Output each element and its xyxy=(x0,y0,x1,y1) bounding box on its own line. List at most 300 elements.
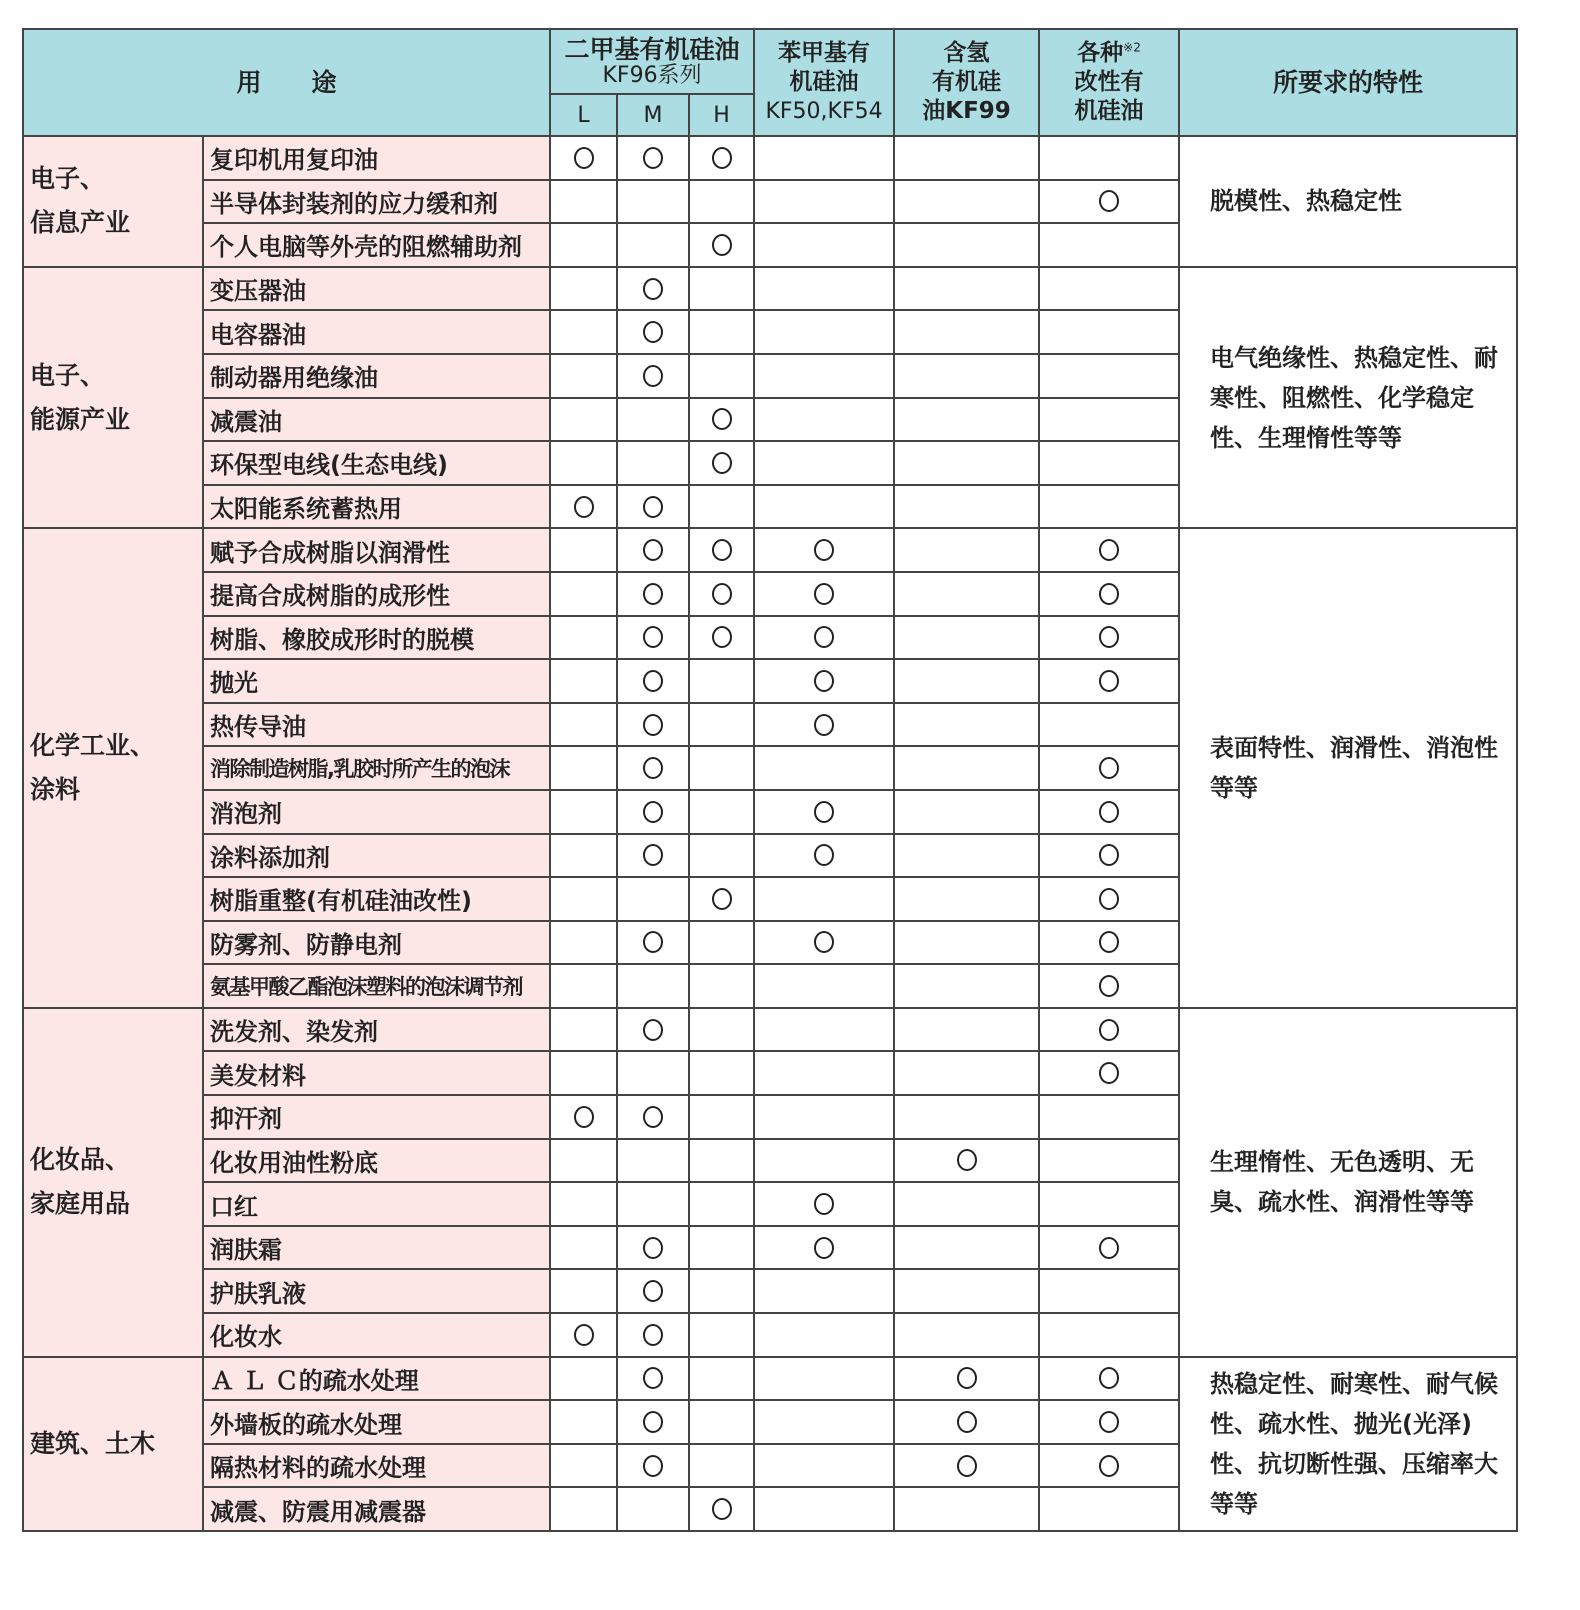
mark-cell-m xyxy=(617,616,689,660)
mark-cell-l xyxy=(550,441,617,485)
circle-mark-icon xyxy=(1099,1411,1119,1433)
usage-cell: 美发材料 xyxy=(203,1051,550,1095)
header-hydrogen-line3: 油KF99 xyxy=(922,98,1011,124)
silicone-oil-usage-table xyxy=(22,28,1518,1532)
circle-mark-icon xyxy=(643,1237,663,1259)
mark-cell-m xyxy=(617,921,689,965)
mark-cell-modified xyxy=(1039,528,1179,572)
mark-cell-m xyxy=(617,485,689,529)
mark-cell-modified xyxy=(1039,834,1179,878)
circle-mark-icon xyxy=(643,278,663,300)
usage-cell: 消泡剂 xyxy=(203,790,550,834)
usage-cell: 赋予合成树脂以润滑性 xyxy=(203,528,550,572)
mark-cell-modified xyxy=(1039,398,1179,442)
required-properties-cell: 脱模性、热稳定性 xyxy=(1179,136,1517,267)
mark-cell-hydrogen xyxy=(894,1095,1039,1139)
header-dimethyl-label: 二甲基有机硅油 xyxy=(564,35,740,64)
circle-mark-icon xyxy=(712,888,732,910)
mark-cell-l xyxy=(550,485,617,529)
mark-cell-hydrogen xyxy=(894,1313,1039,1357)
mark-cell-m xyxy=(617,528,689,572)
mark-cell-h xyxy=(689,921,754,965)
mark-cell-l xyxy=(550,1226,617,1270)
circle-mark-icon xyxy=(957,1455,977,1477)
mark-cell-phenyl xyxy=(754,180,894,224)
mark-cell-hydrogen xyxy=(894,964,1039,1008)
mark-cell-l xyxy=(550,310,617,354)
mark-cell-modified xyxy=(1039,1357,1179,1401)
circle-mark-icon xyxy=(1099,844,1119,866)
mark-cell-h xyxy=(689,1182,754,1226)
mark-cell-hydrogen xyxy=(894,659,1039,703)
circle-mark-icon xyxy=(643,1280,663,1302)
circle-mark-icon xyxy=(643,844,663,866)
mark-cell-h xyxy=(689,441,754,485)
circle-mark-icon xyxy=(574,147,594,169)
circle-mark-icon xyxy=(814,931,834,953)
header-modified-silicone xyxy=(1039,29,1179,136)
mark-cell-hydrogen xyxy=(894,1269,1039,1313)
usage-cell: 变压器油 xyxy=(203,267,550,311)
mark-cell-phenyl xyxy=(754,834,894,878)
mark-cell-m xyxy=(617,703,689,747)
mark-cell-l xyxy=(550,746,617,790)
usage-cell: 洗发剂、染发剂 xyxy=(203,1008,550,1052)
mark-cell-l xyxy=(550,1400,617,1444)
usage-cell: 外墙板的疏水处理 xyxy=(203,1400,550,1444)
mark-cell-hydrogen xyxy=(894,1226,1039,1270)
mark-cell-hydrogen xyxy=(894,441,1039,485)
circle-mark-icon xyxy=(712,626,732,648)
circle-mark-icon xyxy=(1099,931,1119,953)
usage-cell: 电容器油 xyxy=(203,310,550,354)
mark-cell-hydrogen xyxy=(894,180,1039,224)
mark-cell-l xyxy=(550,136,617,180)
header-hydrogen-silicone xyxy=(894,29,1039,136)
circle-mark-icon xyxy=(712,583,732,605)
mark-cell-hydrogen xyxy=(894,1008,1039,1052)
mark-cell-hydrogen xyxy=(894,1487,1039,1531)
mark-cell-phenyl xyxy=(754,616,894,660)
circle-mark-icon xyxy=(643,365,663,387)
header-modified-line1: 各种 xyxy=(1077,40,1124,66)
circle-mark-icon xyxy=(1099,888,1119,910)
mark-cell-modified xyxy=(1039,1182,1179,1226)
category-label-line1: 电子、 xyxy=(30,360,106,390)
usage-cell: 润肤霜 xyxy=(203,1226,550,1270)
mark-cell-modified xyxy=(1039,659,1179,703)
mark-cell-l xyxy=(550,223,617,267)
mark-cell-modified xyxy=(1039,921,1179,965)
circle-mark-icon xyxy=(814,626,834,648)
circle-mark-icon xyxy=(712,234,732,256)
circle-mark-icon xyxy=(814,1237,834,1259)
circle-mark-icon xyxy=(1099,1019,1119,1041)
category-label-line2: 能源产业 xyxy=(30,404,131,434)
mark-cell-h xyxy=(689,310,754,354)
circle-mark-icon xyxy=(643,714,663,736)
circle-mark-icon xyxy=(712,539,732,561)
mark-cell-h xyxy=(689,746,754,790)
mark-cell-hydrogen xyxy=(894,1357,1039,1401)
mark-cell-m xyxy=(617,1182,689,1226)
header-usage: 用 途 xyxy=(23,29,550,136)
mark-cell-phenyl xyxy=(754,790,894,834)
mark-cell-l xyxy=(550,180,617,224)
category-label-line1: 化学工业、 xyxy=(30,731,156,761)
category-cell xyxy=(23,1357,203,1531)
mark-cell-h xyxy=(689,1051,754,1095)
mark-cell-hydrogen xyxy=(894,877,1039,921)
category-cell xyxy=(23,1008,203,1357)
mark-cell-h xyxy=(689,354,754,398)
category-label-line2: 信息产业 xyxy=(30,208,131,238)
mark-cell-h xyxy=(689,1487,754,1531)
mark-cell-hydrogen xyxy=(894,136,1039,180)
mark-cell-modified xyxy=(1039,703,1179,747)
mark-cell-l xyxy=(550,1313,617,1357)
circle-mark-icon xyxy=(574,496,594,518)
circle-mark-icon xyxy=(712,452,732,474)
mark-cell-hydrogen xyxy=(894,310,1039,354)
circle-mark-icon xyxy=(712,1498,732,1520)
mark-cell-phenyl xyxy=(754,1051,894,1095)
mark-cell-h xyxy=(689,528,754,572)
category-label-line1: 建筑、土木 xyxy=(30,1428,156,1458)
usage-cell: 复印机用复印油 xyxy=(203,136,550,180)
mark-cell-m xyxy=(617,310,689,354)
mark-cell-h xyxy=(689,485,754,529)
circle-mark-icon xyxy=(643,1106,663,1128)
circle-mark-icon xyxy=(643,757,663,779)
circle-mark-icon xyxy=(957,1367,977,1389)
circle-mark-icon xyxy=(643,1324,663,1346)
circle-mark-icon xyxy=(1099,1367,1119,1389)
mark-cell-phenyl xyxy=(754,877,894,921)
mark-cell-l xyxy=(550,1139,617,1183)
mark-cell-h xyxy=(689,267,754,311)
header-phenyl-silicone xyxy=(754,29,894,136)
mark-cell-m xyxy=(617,441,689,485)
mark-cell-h xyxy=(689,877,754,921)
circle-mark-icon xyxy=(712,408,732,430)
usage-cell: 提高合成树脂的成形性 xyxy=(203,572,550,616)
mark-cell-hydrogen xyxy=(894,616,1039,660)
mark-cell-phenyl xyxy=(754,136,894,180)
mark-cell-l xyxy=(550,834,617,878)
mark-cell-modified xyxy=(1039,746,1179,790)
mark-cell-h xyxy=(689,223,754,267)
mark-cell-phenyl xyxy=(754,1226,894,1270)
mark-cell-m xyxy=(617,790,689,834)
mark-cell-h xyxy=(689,659,754,703)
mark-cell-l xyxy=(550,877,617,921)
mark-cell-phenyl xyxy=(754,398,894,442)
circle-mark-icon xyxy=(574,1324,594,1346)
mark-cell-l xyxy=(550,1095,617,1139)
mark-cell-phenyl xyxy=(754,223,894,267)
mark-cell-h xyxy=(689,1313,754,1357)
circle-mark-icon xyxy=(814,844,834,866)
mark-cell-modified xyxy=(1039,136,1179,180)
circle-mark-icon xyxy=(1099,975,1119,997)
usage-cell: 个人电脑等外壳的阻燃辅助剂 xyxy=(203,223,550,267)
mark-cell-modified xyxy=(1039,310,1179,354)
mark-cell-m xyxy=(617,1051,689,1095)
mark-cell-h xyxy=(689,1095,754,1139)
table-body xyxy=(23,136,1517,1531)
circle-mark-icon xyxy=(1099,1237,1119,1259)
mark-cell-modified xyxy=(1039,1269,1179,1313)
mark-cell-modified xyxy=(1039,572,1179,616)
circle-mark-icon xyxy=(1099,583,1119,605)
mark-cell-modified xyxy=(1039,485,1179,529)
mark-cell-m xyxy=(617,1400,689,1444)
category-label-line2: 家庭用品 xyxy=(30,1189,131,1219)
circle-mark-icon xyxy=(643,583,663,605)
mark-cell-m xyxy=(617,1269,689,1313)
mark-cell-m xyxy=(617,1357,689,1401)
circle-mark-icon xyxy=(643,147,663,169)
mark-cell-l xyxy=(550,616,617,660)
mark-cell-m xyxy=(617,354,689,398)
usage-cell: 树脂重整(有机硅油改性) xyxy=(203,877,550,921)
mark-cell-modified xyxy=(1039,877,1179,921)
mark-cell-m xyxy=(617,223,689,267)
mark-cell-l xyxy=(550,1182,617,1226)
header-hydrogen-line2: 有机硅 xyxy=(932,69,1002,95)
mark-cell-m xyxy=(617,1313,689,1357)
mark-cell-phenyl xyxy=(754,1444,894,1488)
circle-mark-icon xyxy=(814,801,834,823)
usage-cell: 半导体封装剂的应力缓和剂 xyxy=(203,180,550,224)
table-row xyxy=(23,528,1517,572)
mark-cell-m xyxy=(617,1487,689,1531)
mark-cell-l xyxy=(550,528,617,572)
circle-mark-icon xyxy=(1099,670,1119,692)
circle-mark-icon xyxy=(1099,757,1119,779)
mark-cell-modified xyxy=(1039,1008,1179,1052)
mark-cell-m xyxy=(617,136,689,180)
mark-cell-modified xyxy=(1039,441,1179,485)
mark-cell-l xyxy=(550,1357,617,1401)
mark-cell-hydrogen xyxy=(894,528,1039,572)
mark-cell-phenyl xyxy=(754,1095,894,1139)
circle-mark-icon xyxy=(643,626,663,648)
mark-cell-m xyxy=(617,659,689,703)
circle-mark-icon xyxy=(814,670,834,692)
mark-cell-phenyl xyxy=(754,659,894,703)
mark-cell-phenyl xyxy=(754,1182,894,1226)
mark-cell-phenyl xyxy=(754,746,894,790)
circle-mark-icon xyxy=(643,1367,663,1389)
mark-cell-phenyl xyxy=(754,1313,894,1357)
circle-mark-icon xyxy=(814,539,834,561)
mark-cell-hydrogen xyxy=(894,834,1039,878)
mark-cell-modified xyxy=(1039,616,1179,660)
required-properties-cell: 电气绝缘性、热稳定性、耐寒性、阻燃性、化学稳定性、生理惰性等等 xyxy=(1179,267,1517,529)
required-properties-cell: 表面特性、润滑性、消泡性等等 xyxy=(1179,528,1517,1008)
mark-cell-h xyxy=(689,616,754,660)
mark-cell-h xyxy=(689,1444,754,1488)
mark-cell-h xyxy=(689,1357,754,1401)
mark-cell-h xyxy=(689,1008,754,1052)
circle-mark-icon xyxy=(643,1019,663,1041)
circle-mark-icon xyxy=(957,1411,977,1433)
mark-cell-hydrogen xyxy=(894,398,1039,442)
mark-cell-h xyxy=(689,834,754,878)
mark-cell-m xyxy=(617,1444,689,1488)
mark-cell-modified xyxy=(1039,1226,1179,1270)
header-modified-line2: 改性有 xyxy=(1074,69,1144,95)
mark-cell-l xyxy=(550,267,617,311)
usage-cell: Ａ Ｌ Ｃ的疏水处理 xyxy=(203,1357,550,1401)
header-phenyl-line2: 机硅油 xyxy=(789,69,859,95)
mark-cell-phenyl xyxy=(754,441,894,485)
mark-cell-modified xyxy=(1039,790,1179,834)
mark-cell-m xyxy=(617,1008,689,1052)
usage-cell: 抛光 xyxy=(203,659,550,703)
usage-cell: 化妆用油性粉底 xyxy=(203,1139,550,1183)
header-grade-h: H xyxy=(689,94,754,136)
mark-cell-hydrogen xyxy=(894,1444,1039,1488)
mark-cell-modified xyxy=(1039,1444,1179,1488)
circle-mark-icon xyxy=(574,1106,594,1128)
mark-cell-m xyxy=(617,746,689,790)
mark-cell-l xyxy=(550,398,617,442)
mark-cell-l xyxy=(550,921,617,965)
header-grade-l: L xyxy=(550,94,617,136)
mark-cell-l xyxy=(550,703,617,747)
mark-cell-h xyxy=(689,1139,754,1183)
mark-cell-l xyxy=(550,1269,617,1313)
mark-cell-h xyxy=(689,572,754,616)
category-cell xyxy=(23,267,203,529)
mark-cell-hydrogen xyxy=(894,354,1039,398)
mark-cell-modified xyxy=(1039,1400,1179,1444)
circle-mark-icon xyxy=(643,496,663,518)
header-phenyl-line1: 苯甲基有 xyxy=(778,40,871,66)
mark-cell-m xyxy=(617,572,689,616)
mark-cell-modified xyxy=(1039,1095,1179,1139)
table-row xyxy=(23,1357,1517,1401)
usage-cell: 氨基甲酸乙酯泡沫塑料的泡沫调节剂 xyxy=(203,964,550,1008)
circle-mark-icon xyxy=(643,931,663,953)
mark-cell-modified xyxy=(1039,354,1179,398)
mark-cell-hydrogen xyxy=(894,1139,1039,1183)
circle-mark-icon xyxy=(814,714,834,736)
mark-cell-phenyl xyxy=(754,528,894,572)
circle-mark-icon xyxy=(1099,801,1119,823)
mark-cell-phenyl xyxy=(754,267,894,311)
usage-cell: 隔热材料的疏水处理 xyxy=(203,1444,550,1488)
mark-cell-m xyxy=(617,1095,689,1139)
mark-cell-m xyxy=(617,180,689,224)
mark-cell-h xyxy=(689,1400,754,1444)
category-label-line1: 电子、 xyxy=(30,164,106,194)
mark-cell-l xyxy=(550,659,617,703)
usage-cell: 制动器用绝缘油 xyxy=(203,354,550,398)
usage-cell: 防雾剂、防静电剂 xyxy=(203,921,550,965)
circle-mark-icon xyxy=(712,147,732,169)
table-row xyxy=(23,136,1517,180)
usage-cell: 口红 xyxy=(203,1182,550,1226)
mark-cell-phenyl xyxy=(754,1400,894,1444)
category-cell xyxy=(23,528,203,1008)
usage-cell: 化妆水 xyxy=(203,1313,550,1357)
mark-cell-hydrogen xyxy=(894,790,1039,834)
usage-cell: 消除制造树脂,乳胶时所产生的泡沫 xyxy=(203,746,550,790)
mark-cell-l xyxy=(550,964,617,1008)
usage-cell: 护肤乳液 xyxy=(203,1269,550,1313)
header-dimethyl-series: KF96系列 xyxy=(602,63,702,88)
mark-cell-l xyxy=(550,1444,617,1488)
circle-mark-icon xyxy=(814,583,834,605)
mark-cell-hydrogen xyxy=(894,485,1039,529)
mark-cell-hydrogen xyxy=(894,572,1039,616)
mark-cell-hydrogen xyxy=(894,1051,1039,1095)
mark-cell-modified xyxy=(1039,964,1179,1008)
circle-mark-icon xyxy=(1099,539,1119,561)
usage-cell: 树脂、橡胶成形时的脱模 xyxy=(203,616,550,660)
mark-cell-hydrogen xyxy=(894,267,1039,311)
mark-cell-h xyxy=(689,1269,754,1313)
mark-cell-phenyl xyxy=(754,1269,894,1313)
mark-cell-m xyxy=(617,267,689,311)
mark-cell-phenyl xyxy=(754,1357,894,1401)
category-label-line2: 涂料 xyxy=(30,775,81,805)
mark-cell-phenyl xyxy=(754,1139,894,1183)
mark-cell-h xyxy=(689,136,754,180)
mark-cell-h xyxy=(689,790,754,834)
circle-mark-icon xyxy=(1099,626,1119,648)
usage-cell: 减震油 xyxy=(203,398,550,442)
mark-cell-hydrogen xyxy=(894,746,1039,790)
table-row xyxy=(23,1008,1517,1052)
mark-cell-phenyl xyxy=(754,572,894,616)
mark-cell-l xyxy=(550,790,617,834)
circle-mark-icon xyxy=(643,670,663,692)
mark-cell-modified xyxy=(1039,1051,1179,1095)
header-dimethyl-silicone xyxy=(550,29,754,94)
mark-cell-m xyxy=(617,964,689,1008)
mark-cell-phenyl xyxy=(754,964,894,1008)
circle-mark-icon xyxy=(643,539,663,561)
footnote-marker: ※2 xyxy=(1123,40,1141,55)
usage-cell: 涂料添加剂 xyxy=(203,834,550,878)
mark-cell-hydrogen xyxy=(894,223,1039,267)
mark-cell-h xyxy=(689,964,754,1008)
usage-cell: 热传导油 xyxy=(203,703,550,747)
mark-cell-m xyxy=(617,1226,689,1270)
mark-cell-h xyxy=(689,398,754,442)
mark-cell-modified xyxy=(1039,180,1179,224)
usage-cell: 抑汗剂 xyxy=(203,1095,550,1139)
mark-cell-h xyxy=(689,1226,754,1270)
circle-mark-icon xyxy=(643,1411,663,1433)
mark-cell-h xyxy=(689,180,754,224)
header-phenyl-line3: KF50,KF54 xyxy=(765,99,883,124)
mark-cell-hydrogen xyxy=(894,1400,1039,1444)
category-label-line1: 化妆品、 xyxy=(30,1145,131,1175)
mark-cell-modified xyxy=(1039,1139,1179,1183)
mark-cell-m xyxy=(617,398,689,442)
mark-cell-l xyxy=(550,572,617,616)
mark-cell-m xyxy=(617,877,689,921)
circle-mark-icon xyxy=(643,321,663,343)
mark-cell-modified xyxy=(1039,267,1179,311)
category-cell xyxy=(23,136,203,267)
